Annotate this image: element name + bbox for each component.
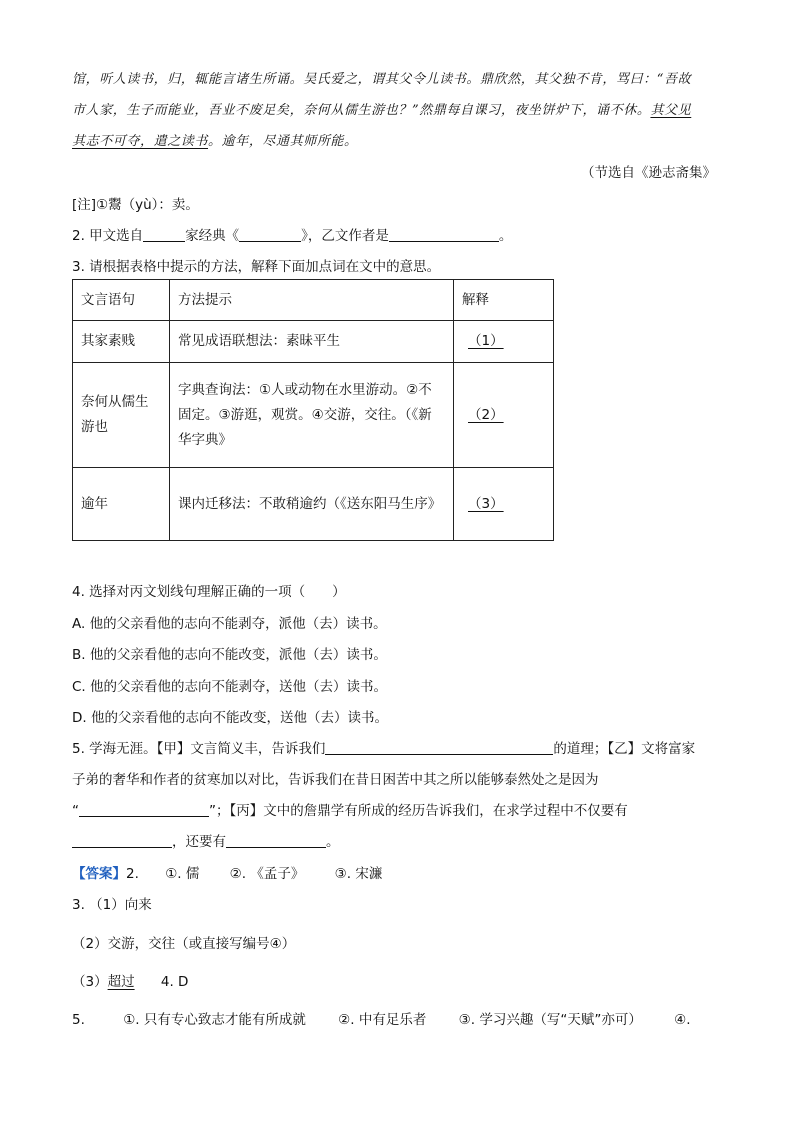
question-3-table: [72, 279, 554, 541]
table-cell-hint: 常见成语联想法：素昧平生: [170, 321, 454, 363]
table-cell-sentence: 逾年: [73, 468, 170, 541]
answer-q5-item: ④.: [674, 1012, 691, 1028]
answer-blank-2[interactable]: （2）: [468, 406, 504, 423]
table-row: [73, 321, 554, 363]
option-a[interactable]: A. 他的父亲看他的志向不能剥夺，派他（去）读书。: [72, 616, 387, 632]
table-cell-hint: 课内迁移法：不敢稍逾约（《送东阳马生序》: [170, 468, 454, 541]
table-cell-hint: 字典查询法：①人或动物在水里游动。②不固定。③游逛，观赏。④交游，交往。（《新华字典》: [170, 363, 454, 468]
q2-text-2: 家经典《: [185, 228, 240, 244]
table-cell-answer[interactable]: [454, 363, 554, 468]
table-header-row: [73, 280, 554, 321]
table-cell-sentence: 其家素贱: [73, 321, 170, 363]
q5-blank-1[interactable]: [325, 740, 553, 755]
answer-q5-item: ①. 只有专心致志才能有所成就: [123, 1012, 306, 1028]
answer-q3-3-prefix: （3）: [72, 974, 108, 990]
answer-q3-1: 3. （1）向来: [72, 897, 152, 913]
underlined-sentence-part-2: 其志不可夺，遣之读书: [72, 134, 209, 149]
answer-q5-num: 5.: [72, 1012, 85, 1028]
answer-q2-item: ①. 儒: [165, 866, 200, 882]
question-2: [72, 224, 512, 244]
table-row: [73, 363, 554, 468]
passage-line-1: 馆，听人读书，归，辄能言诸生所诵。吴氏爱之，谓其父令儿读书。鼎欣然，其父独不肯，骂曰：“吾故: [72, 72, 692, 87]
answer-q4: 4. D: [160, 974, 189, 990]
answer-q2-item: ③. 宋濂: [334, 866, 383, 882]
table-cell-sentence: 奈何从儒生游也: [73, 363, 170, 468]
q2-text-1: 2. 甲文选自: [72, 228, 144, 244]
table-row: [73, 468, 554, 541]
answer-blank-3[interactable]: （3）: [468, 495, 504, 512]
passage-line-2-text: 市人家，生子而能业，吾业不废足矣，奈何从儒生游也？”然鼎每自课习，夜坐饼炉下，诵不休。: [72, 103, 651, 118]
q5-blank-3[interactable]: [72, 833, 172, 848]
q2-blank-1[interactable]: [143, 227, 185, 242]
question-5-line-2: 子弟的奢华和作者的贫寒加以对比，告诉我们在昔日困苦中其之所以能够泰然处之是因为: [72, 772, 599, 788]
table-header-cell: 方法提示: [170, 280, 454, 321]
option-d[interactable]: D. 他的父亲看他的志向不能改变，送他（去）读书。: [72, 710, 388, 726]
answer-tag: 【答案】: [72, 866, 126, 882]
option-b[interactable]: B. 他的父亲看他的志向不能改变，派他（去）读书。: [72, 647, 387, 663]
answer-q2-item: ②. 《孟子》: [229, 866, 305, 882]
answer-q5: [72, 1008, 691, 1028]
passage-line-3: [72, 130, 358, 149]
option-c[interactable]: C. 他的父亲看他的志向不能剥夺，送他（去）读书。: [72, 679, 388, 695]
table-header-cell: 解释: [454, 280, 554, 321]
q5-text-1: 5. 学海无涯。【甲】文言简义丰，告诉我们: [72, 741, 326, 757]
q5-blank-2[interactable]: [79, 802, 209, 817]
question-5-line-1: [72, 737, 695, 757]
answer-q5-item: ②. 中有足乐者: [338, 1012, 427, 1028]
table-cell-answer[interactable]: [454, 468, 554, 541]
passage-source: （节选自《逊志斋集》: [581, 165, 716, 181]
question-4-prompt: 4. 选择对丙文划线句理解正确的一项（ ）: [72, 584, 346, 600]
table-cell-answer[interactable]: [454, 321, 554, 363]
q5-blank-4[interactable]: [226, 833, 326, 848]
answer-blank-1[interactable]: （1）: [468, 333, 504, 349]
passage-line-2: [72, 99, 691, 118]
answer-q3-3: [72, 970, 188, 990]
q5-text-2: 的道理；【乙】文将富家: [553, 741, 696, 757]
q2-text-4: 。: [498, 228, 513, 244]
q5-open-quote: “: [72, 803, 79, 819]
question-5-line-4: [72, 830, 340, 850]
question-3-prompt: 3. 请根据表格中提示的方法，解释下面加点词在文中的意思。: [72, 259, 441, 275]
answer-q3-2: （2）交游，交往（或直接写编号④）: [72, 936, 296, 952]
question-5-line-3: [72, 799, 628, 819]
footnote: [注]①鬻（yù）：卖。: [72, 197, 199, 213]
table-header-cell: 文言语句: [73, 280, 170, 321]
answer-q2: [72, 862, 382, 882]
answer-q3-3-value: 超过: [107, 974, 135, 990]
underlined-sentence-part-1: 其父见: [650, 103, 692, 118]
q5-text-5: 。: [326, 834, 340, 850]
q2-blank-2[interactable]: [239, 227, 301, 242]
answer-q2-num: 2.: [126, 866, 139, 882]
q2-text-3: 》，乙文作者是: [301, 228, 389, 244]
passage-line-3-text: 。逾年，尽通其师所能。: [208, 134, 358, 149]
answer-q5-item: ③. 学习兴趣（写“天赋”亦可）: [458, 1012, 642, 1028]
q5-text-4: ，还要有: [172, 834, 226, 850]
q2-blank-3[interactable]: [389, 227, 499, 242]
q5-text-3: ”；【丙】文中的詹鼎学有所成的经历告诉我们，在求学过程中不仅要有: [209, 803, 628, 819]
